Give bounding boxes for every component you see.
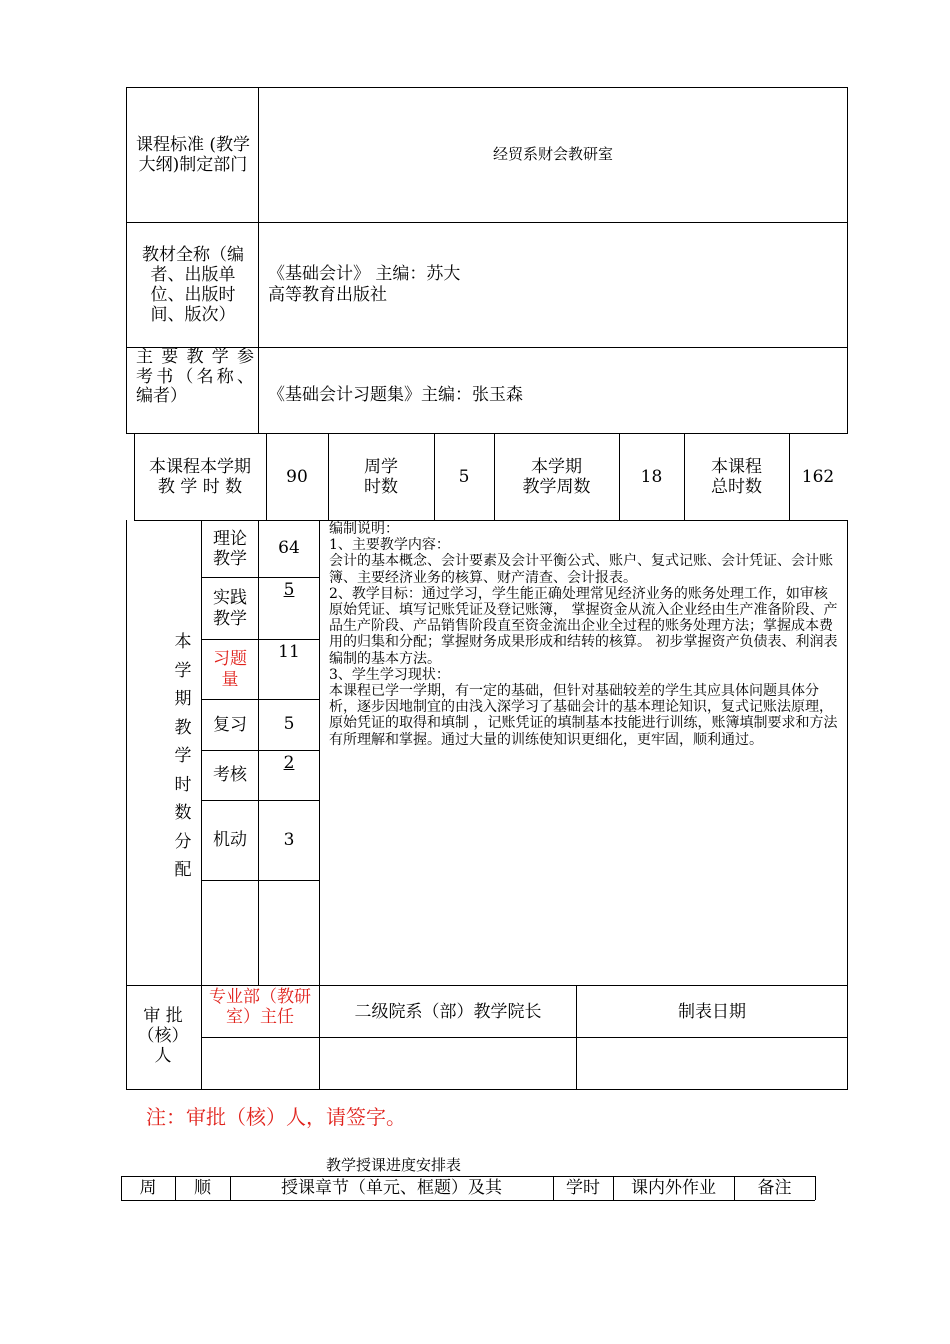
textbook-label: 教材全称（编者、出版单位、出版时间、版次）	[142, 244, 244, 326]
signature-date[interactable]	[577, 1038, 846, 1088]
schedule-header-4: 课内外作业	[631, 1178, 716, 1199]
distribution-value-2: 11	[278, 642, 300, 662]
signature-dean[interactable]	[320, 1038, 575, 1088]
schedule-header-5: 备注	[757, 1178, 792, 1199]
distribution-value-4: 2	[283, 753, 295, 773]
term-hours-label: 本课程本学期 教 学 时 数	[149, 456, 251, 497]
refbook-value: 《基础会计习题集》主编：张玉森	[268, 385, 523, 405]
term-weeks-value: 18	[640, 466, 663, 487]
schedule-header-0: 周	[139, 1178, 157, 1199]
syllabus-notes	[329, 521, 841, 748]
form-date-label: 制表日期	[678, 1001, 746, 1022]
distribution-value-3: 5	[283, 714, 295, 734]
schedule-header-3: 学时	[566, 1178, 600, 1199]
schedule-header-2: 授课章节（单元、框题）及其	[281, 1178, 502, 1199]
weekly-hours-label: 周学 时数	[364, 456, 398, 497]
approver-dean: 二级院系（部）教学院长	[354, 1001, 542, 1022]
distribution-value-0: 64	[278, 538, 300, 558]
dept-label: 课程标准 (教学大纲)制定部门	[135, 134, 251, 175]
total-hours-value: 162	[801, 466, 835, 487]
notes-paragraph-1: 1、主要教学内容：	[329, 537, 450, 554]
weekly-hours-value: 5	[458, 466, 470, 487]
distribution-label-2: 习题 量	[213, 649, 247, 690]
distribution-label-5: 机动	[213, 830, 247, 851]
notes-paragraph-5: 本课程已学一学期，有一定的基础，但针对基础较差的学生其应具体问题具体分析，逐步因地制宜的由浅入深学习了基础会计的基本理论知识，复式记账法原理，原始凭证的取得和填制 ，记账凭证的填制基本技能进行训练，账簿填制要求和方法有所理解和掌握。通过大量的训练使知识更细化，更牢固，顺利通过。	[329, 683, 838, 748]
total-hours-label: 本课程 总时数	[711, 456, 762, 497]
distribution-value-5: 3	[283, 830, 295, 850]
approval-label: 审 批（核）人	[137, 1005, 189, 1067]
schedule-header-1: 顺	[194, 1178, 211, 1199]
signature-note: 注：审批（核）人，请签字。	[146, 1105, 406, 1129]
notes-paragraph-2: 会计的基本概念、会计要素及会计平衡公式、账户、复式记账、会计凭证、会计账簿、主要经济业务的核算、财产清查、会计报表。	[329, 553, 833, 586]
approver-department-head: 专业部（教研室）主任	[209, 987, 311, 1027]
term-hours-value: 90	[286, 466, 308, 487]
refbook-label: 主 要 教 学 参 考书（名称、编者）	[136, 347, 254, 406]
notes-paragraph-0: 编制说明：	[329, 521, 399, 537]
distribution-label-4: 考核	[213, 765, 247, 786]
notes-paragraph-3: 2、教学目标：通过学习，学生能正确处理常见经济业务的账务处理工作，如审核原始凭证、填写记账凭证及登记账簿， 掌握资金从流入企业经由生产准备阶段、产品生产阶段、产品销售阶段直至资金流出企业全过程的账务处理方法；掌握成本费用的归集和分配；掌握财务成果形成和结转的核算。 初步掌握资产负债表、利润表编制的基本方法。	[329, 585, 838, 667]
schedule-title: 教学授课进度安排表	[326, 1156, 462, 1174]
notes-paragraph-4: 3、学生学习现状：	[329, 666, 450, 683]
distribution-label: 本学期教学时数分配	[174, 632, 192, 880]
term-weeks-label: 本学期 教学周数	[522, 456, 591, 497]
distribution-value-1: 5	[283, 580, 295, 600]
distribution-label-3: 复习	[213, 714, 247, 735]
distribution-label-0: 理论 教学	[213, 528, 247, 569]
signature-dept-head[interactable]	[202, 1038, 318, 1088]
distribution-label-1: 实践 教学	[213, 588, 247, 629]
dept-value: 经贸系财会教研室	[492, 145, 613, 164]
textbook-value: 《基础会计》 主编：苏大 高等教育出版社	[268, 264, 461, 305]
